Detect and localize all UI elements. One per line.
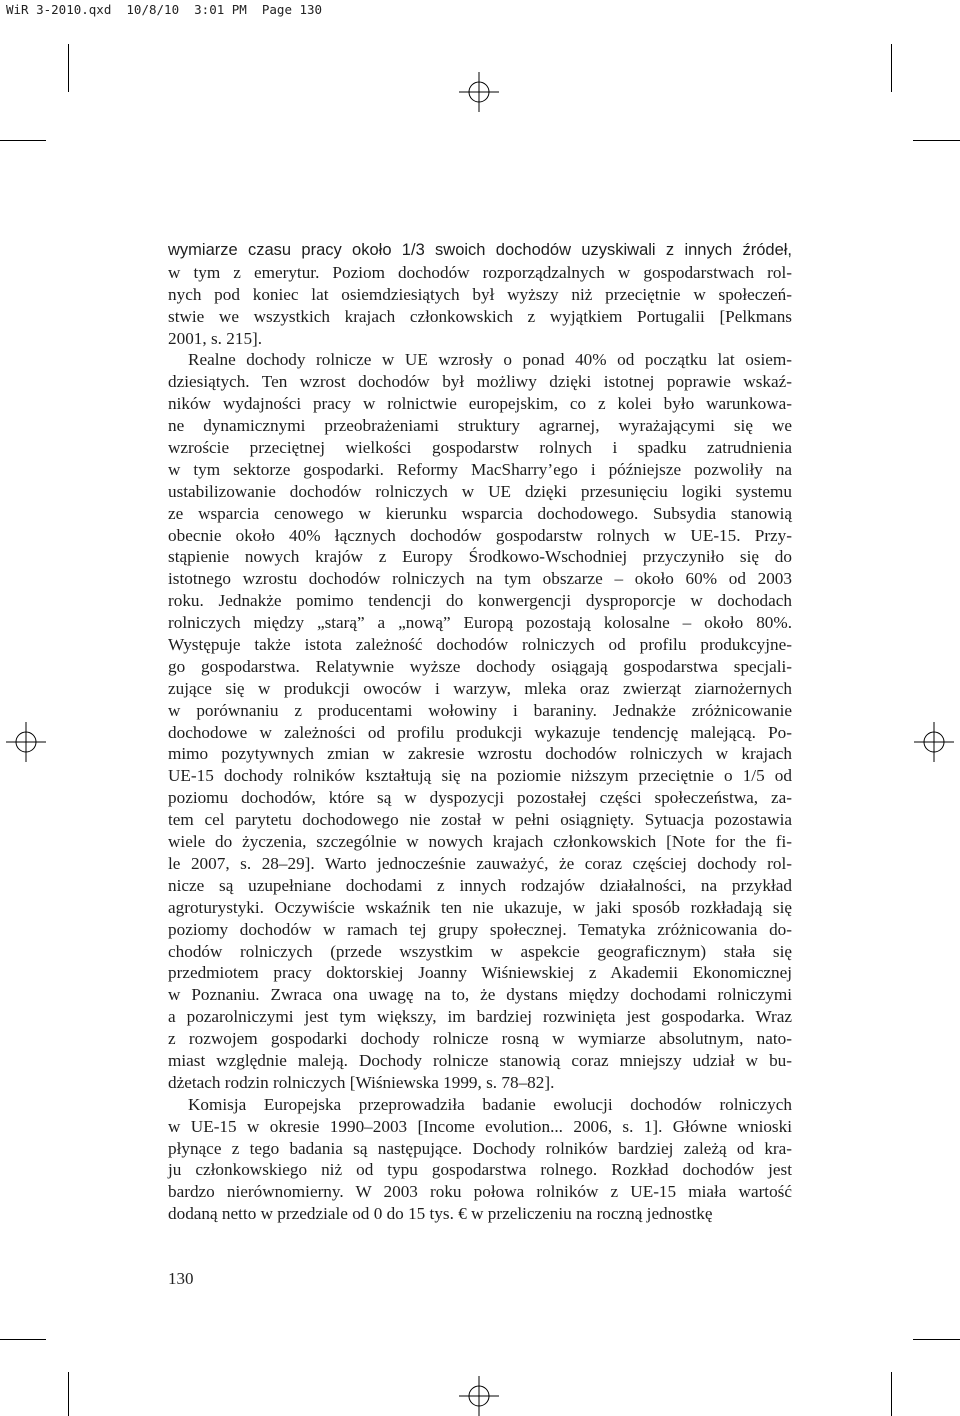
text-line: agroturystyki. Oczywiście wskaźnik ten nie ukazuje, w jaki sposób rozkładają się: [168, 897, 792, 917]
text-line: go gospodarstwa. Relatywnie wyższe dochody osiągają gospodarstwa specjali-: [168, 656, 792, 676]
body-text: [168, 240, 792, 1225]
text-line: Występuje także istota zależność dochodów rolniczych od profilu produkcyjne-: [168, 635, 792, 655]
text-line: z rozwojem gospodarki dochody rolnicze rosną w wymiarze absolutnym, nato-: [168, 1029, 792, 1049]
text-line: chodów rolniczych (przede wszystkim w aspekcie geograficznym) stała się: [168, 941, 792, 961]
text-line: miast względnie maleją. Dochody rolnicze stanowią coraz mniejszy udział w bu-: [168, 1050, 792, 1070]
text-line: a pozarolniczymi jest tym większy, im bardziej rozwinięta jest gospodarka. Wraz: [168, 1007, 792, 1027]
page-number: 130: [168, 1269, 194, 1288]
text-line: Komisja Europejska przeprowadziła badanie ewolucji dochodów rolniczych: [188, 1094, 792, 1114]
crop-mark-bottom-right-horizontal: [913, 1339, 960, 1340]
text-line: ników wydajności pracy w rolnictwie europejskim, co z kolei było warunkowa-: [168, 394, 792, 414]
text-line: wzroście przeciętnej wielkości gospodarstw rolnych i spadku zatrudnienia: [168, 438, 792, 458]
text-line: Realne dochody rolnicze w UE wzrosły o ponad 40% od początku lat osiem-: [188, 350, 792, 370]
registration-mark-bottom-icon: [459, 1376, 499, 1416]
text-line: roku. Jednakże pomimo tendencji do konwergencji dysproporcje w dochodach: [168, 591, 792, 611]
text-line: dżetach rodzin rolniczych [Wiśniewska 1999, s. 78–82].: [168, 1072, 555, 1092]
text-line: bardzo nierównomierny. W 2003 roku połowa rolników z UE-15 miała wartość: [168, 1182, 792, 1202]
text-line: w tym z emerytur. Poziom dochodów rozporządzalnych w gospodarstwach rol-: [168, 262, 792, 282]
text-line: zujące się w produkcji owoców i warzyw, mleka oraz zwierząt ziarnożernych: [168, 678, 792, 698]
text-line: ze wsparcia cenowego w kierunku wsparcia dochodowego. Subsydia stanowią: [168, 503, 792, 523]
text-line: 2001, s. 215].: [168, 328, 263, 348]
text-line: obecnie około 40% łącznych dochodów gospodarstw rolnych w UE-15. Przy-: [168, 525, 792, 545]
text-line: stwie we wszystkich krajach członkowskich z wyjątkiem Portugalii [Pelkmans: [168, 306, 792, 326]
text-line: w Poznaniu. Zwraca ona uwagę na to, że dystans między dochodami rolniczymi: [168, 985, 792, 1005]
paragraphs: [168, 240, 792, 1225]
text-line: nicze są uzupełniane dochodami z innych rodzajów działalności, na przykład: [168, 875, 792, 895]
text-line: ju członkowskiego niż od typu gospodarstwa rolnego. Rozkład dochodów jest: [168, 1160, 792, 1180]
text-line: ne dynamicznymi przeobrażeniami struktury agrarnej, wyrażającymi się we: [168, 416, 792, 436]
text-line: wiele do życzenia, szczególnie w nowych krajach członkowskich [Note for the fi-: [168, 832, 792, 852]
registration-mark-right-icon: [914, 722, 954, 762]
crop-mark-top-right-horizontal: [913, 140, 960, 141]
text-line: w porównaniu z producentami wołowiny i baraniny. Jednakże zróżnicowanie: [168, 700, 792, 720]
text-line: tem cel parytetu dochodowego nie został w pełni osiągnięty. Sytuacja pozostawia: [168, 810, 792, 830]
registration-mark-left-icon: [6, 722, 46, 762]
crop-mark-top-left-vertical: [68, 44, 69, 92]
slug-line: WiR 3-2010.qxd 10/8/10 3:01 PM Page 130: [6, 2, 323, 17]
text-line: w UE-15 w okresie 1990–2003 [Income evolution... 2006, s. 1]. Główne wnioski: [168, 1116, 792, 1136]
crop-mark-bottom-right-vertical: [891, 1372, 892, 1416]
text-line: stąpienie nowych krajów z Europy Środkowo-Wschodniej przyczyniło się do: [168, 547, 792, 567]
text-line: w tym sektorze gospodarki. Reformy MacSharry’ego i późniejsze pozwoliły na: [168, 459, 792, 479]
text-line: nych pod koniec lat osiemdziesiątych był wyższy niż przeciętnie w społeczeń-: [168, 284, 792, 304]
text-line: poziomy dochodów w ramach tej grupy społecznej. Tematyka zróżnicowania do-: [168, 919, 792, 939]
text-line: przedmiotem pracy doktorskiej Joanny Wiśniewskiej z Akademii Ekonomicznej: [168, 963, 792, 983]
crop-mark-bottom-left-vertical: [68, 1372, 69, 1416]
text-line: dziesiątych. Ten wzrost dochodów był możliwy dzięki istotnej poprawie wskaź-: [168, 372, 792, 392]
crop-mark-top-left-horizontal: [0, 140, 46, 141]
text-line: dochodowe w zależności od profilu produkcji wykazuje tendencję malejącą. Po-: [168, 722, 792, 742]
text-line: dodaną netto w przedziale od 0 do 15 tys. € w przeliczeniu na roczną jednostkę: [168, 1204, 713, 1224]
text-line: poziomu dochodów, które są w dyspozycji pozostałej części społeczeństwa, za-: [168, 788, 792, 808]
text-line: ustabilizowanie dochodów rolniczych w UE dzięki przesunięciu logiki systemu: [168, 481, 792, 501]
text-line: le 2007, s. 28–29]. Warto jednocześnie zauważyć, że coraz częściej dochody rol-: [168, 853, 792, 873]
crop-mark-bottom-left-horizontal: [0, 1339, 46, 1340]
text-line: mimo pozytywnych zmian w zakresie wzrostu dochodów rolniczych w krajach: [168, 744, 792, 764]
text-line: UE-15 dochody rolników kształtują się na poziomie niższym przeciętnie o 1/5 od: [168, 766, 792, 786]
text-line: płynące z tego badania są następujące. Dochody rolników bardziej zależą od kra-: [168, 1138, 792, 1158]
crop-mark-top-right-vertical: [891, 44, 892, 92]
text-line: istotnego wzrostu dochodów rolniczych na tym obszarze – około 60% od 2003: [168, 569, 792, 589]
registration-mark-top-icon: [459, 72, 499, 112]
text-line: rolniczych między „starą” a „nową” Europą pozostają kolosalne – około 80%.: [168, 613, 792, 633]
text-line: wymiarze czasu pracy około 1/3 swoich dochodów uzyskiwali z innych źródeł,: [168, 241, 792, 259]
